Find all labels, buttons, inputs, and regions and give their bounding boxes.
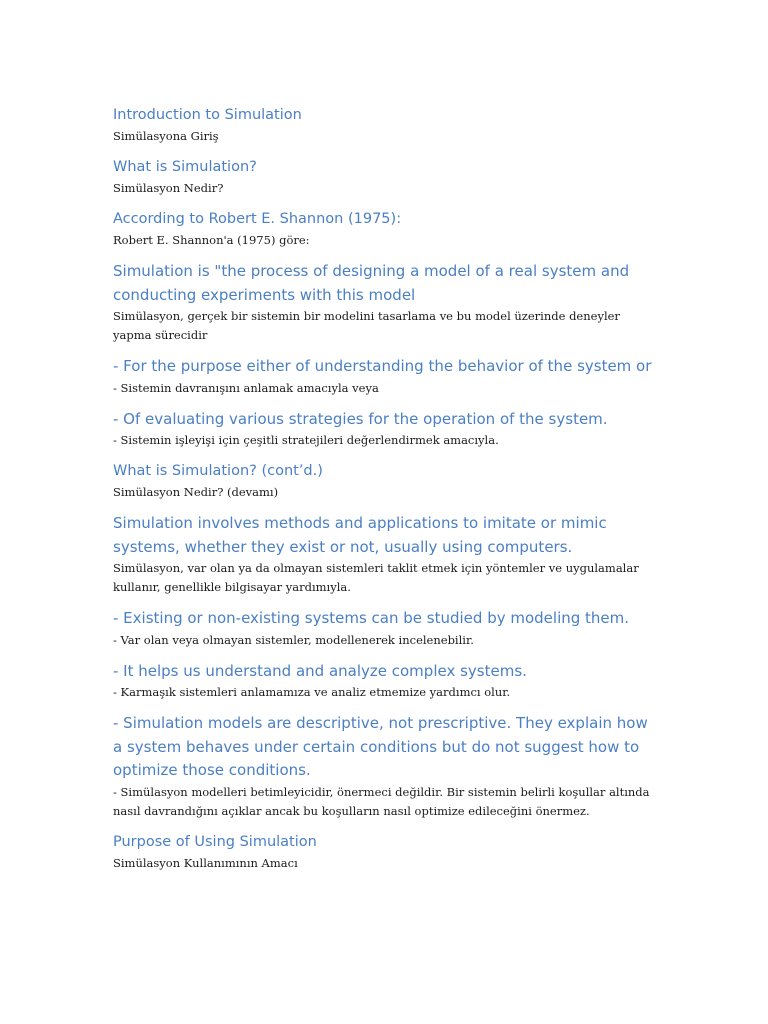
section-descriptive bbox=[113, 712, 658, 821]
section-heading: Purpose of Using Simulation bbox=[113, 833, 317, 850]
section-what-is-contd bbox=[113, 460, 658, 502]
section-heading: What is Simulation? (cont’d.) bbox=[113, 463, 323, 479]
section-translation: Simülasyon, gerçek bir sistemin bir modelini tasarlama ve bu model üzerinde deneyler yapma sürecidir bbox=[113, 309, 620, 342]
section-translation: Simülasyon Nedir? (devamı) bbox=[113, 485, 279, 499]
section-translation: Simülasyon Kullanımının Amacı bbox=[113, 855, 298, 870]
section-translation: Simülasyona Giriş bbox=[113, 129, 219, 143]
section-shannon bbox=[113, 208, 658, 250]
section-translation: - Sistemin işleyişi için çeşitli stratejileri değerlendirmek amacıyla. bbox=[113, 433, 499, 447]
section-translation: - Var olan veya olmayan sistemler, modellenerek incelenebilir. bbox=[113, 632, 474, 647]
section-translation: - Simülasyon modelleri betimleyicidir, önermeci değildir. Bir sistemin belirli koşullar altında nasıl davrandığını açıklar ancak bu koşulların nasıl optimize edileceğini önermez. bbox=[113, 784, 650, 818]
section-heading: - Of evaluating various strategies for the operation of the system. bbox=[113, 409, 608, 428]
section-involves bbox=[113, 512, 658, 597]
section-heading: According to Robert E. Shannon (1975): bbox=[113, 211, 402, 227]
section-translation: - Karmaşık sistemleri anlamamıza ve analiz etmemize yardımcı olur. bbox=[113, 685, 511, 699]
section-complex-systems bbox=[113, 660, 658, 703]
section-purpose-understanding bbox=[113, 355, 658, 398]
section-heading: What is Simulation? bbox=[113, 159, 257, 175]
section-translation: Robert E. Shannon'a (1975) göre: bbox=[113, 233, 310, 247]
section-heading: - It helps us understand and analyze complex systems. bbox=[113, 661, 527, 680]
section-what-is bbox=[113, 156, 658, 198]
section-heading: - Simulation models are descriptive, not prescriptive. They explain how a system behaves under certain conditions but do not suggest how to optimize those conditions. bbox=[113, 714, 648, 779]
section-heading: - Existing or non-existing systems can be studied by modeling them. bbox=[113, 609, 630, 627]
section-heading: Introduction to Simulation bbox=[113, 107, 302, 123]
section-purpose-of-using bbox=[113, 831, 658, 873]
section-heading: Simulation is "the process of designing a model of a real system and conducting experiments with this model bbox=[113, 262, 630, 304]
section-heading: Simulation involves methods and applications to imitate or mimic systems, whether they exist or not, usually using computers. bbox=[113, 514, 607, 556]
section-intro bbox=[113, 104, 658, 146]
section-existing-systems bbox=[113, 607, 658, 650]
section-definition bbox=[113, 260, 658, 345]
section-purpose-evaluating bbox=[113, 408, 658, 451]
section-translation: - Sistemin davranışını anlamak amacıyla veya bbox=[113, 380, 379, 395]
document-page bbox=[113, 104, 658, 883]
section-translation: Simülasyon, var olan ya da olmayan sistemleri taklit etmek için yöntemler ve uygulamalar kullanır, genellikle bilgisayar yardımıyla. bbox=[113, 561, 639, 594]
section-heading: - For the purpose either of understanding the behavior of the system or bbox=[113, 357, 652, 375]
section-translation: Simülasyon Nedir? bbox=[113, 181, 224, 195]
